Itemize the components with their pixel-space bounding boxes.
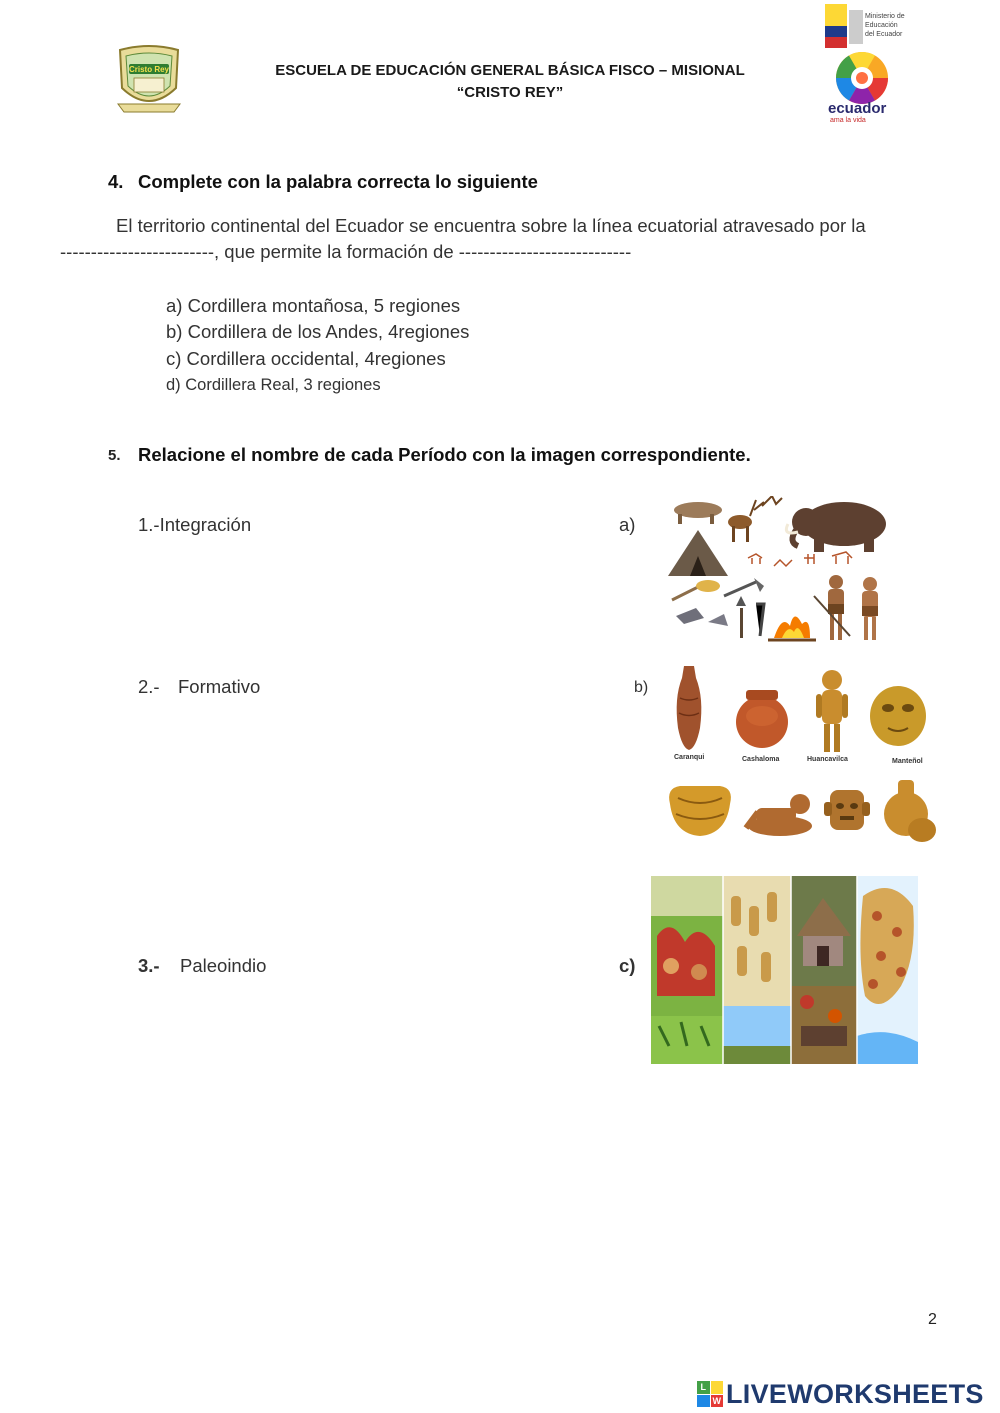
period-item-formativo-number[interactable]: 2.- <box>138 676 160 697</box>
caption-huancavilca: Huancavilca <box>807 756 848 763</box>
caption-caranqui: Caranqui <box>674 754 705 761</box>
image-b-artifacts[interactable] <box>664 658 938 854</box>
crest-label: Cristo Rey <box>128 65 170 74</box>
image-a-prehistoric[interactable] <box>664 496 892 648</box>
period-item-formativo[interactable]: Formativo <box>178 676 261 697</box>
q5-title: Relacione el nombre de cada Período con la imagen correspondiente. <box>138 444 751 465</box>
ministry-line-1: Ministerio de <box>865 13 905 20</box>
period-item-integracion[interactable]: 1.-Integración <box>138 514 252 535</box>
image-letter-b[interactable]: b) <box>634 679 649 696</box>
ministry-line-2: Educación <box>865 22 898 29</box>
image-letter-c[interactable]: c) <box>619 955 636 976</box>
q4-number: 4. <box>108 171 124 192</box>
image-c-illustrations[interactable] <box>651 876 918 1064</box>
image-letter-a[interactable]: a) <box>619 514 636 535</box>
q4-statement-line1: El territorio continental del Ecuador se encuentra sobre la línea ecuatorial atravesado por la <box>116 215 866 236</box>
icon-letter-l: L <box>697 1381 710 1394</box>
school-subtitle: “CRISTO REY” <box>456 84 564 101</box>
school-name: ESCUELA DE EDUCACIÓN GENERAL BÁSICA FISCO – MISIONAL <box>275 62 745 79</box>
page-number: 2 <box>928 1311 937 1328</box>
liveworksheets-icon <box>697 1381 723 1407</box>
school-crest <box>114 42 184 114</box>
ecuador-logo-text: ecuador <box>828 100 887 117</box>
ministry-logo <box>825 4 907 50</box>
period-item-paleoindio-number[interactable]: 3.- <box>138 955 160 976</box>
q4-option-b[interactable]: b) Cordillera de los Andes, 4regiones <box>166 321 470 342</box>
ecuador-logo <box>824 50 906 132</box>
q4-option-c[interactable]: c) Cordillera occidental, 4regiones <box>166 348 446 369</box>
q4-option-d[interactable]: d) Cordillera Real, 3 regiones <box>166 376 381 394</box>
ecuador-logo-sub: ama la vida <box>830 117 866 124</box>
liveworksheets-brand[interactable] <box>697 1377 984 1411</box>
q5-number: 5. <box>108 447 121 464</box>
liveworksheets-wordmark: LIVEWORKSHEETS <box>726 1378 984 1409</box>
icon-letter-w: W <box>712 1395 721 1406</box>
q4-option-a[interactable]: a) Cordillera montañosa, 5 regiones <box>166 295 461 316</box>
q4-title: Complete con la palabra correcta lo siguiente <box>138 171 538 192</box>
q4-statement-line2: -------------------------, que permite la formación de ---------------------------- <box>60 241 632 262</box>
period-item-paleoindio[interactable]: Paleoindio <box>180 955 267 976</box>
caption-cashaloma: Cashaloma <box>742 756 780 763</box>
ministry-line-3: del Ecuador <box>865 31 903 38</box>
caption-mantenol: Manteñol <box>892 758 923 765</box>
